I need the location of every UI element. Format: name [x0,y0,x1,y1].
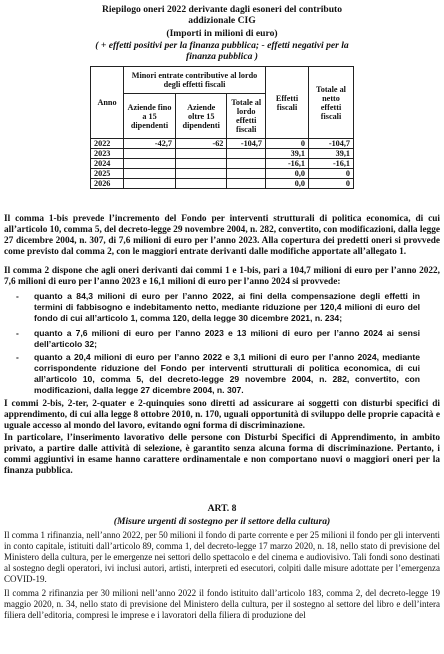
cell-effetti: 39,1 [266,149,309,159]
cell-fino [124,159,176,169]
cell-lordo: -104,7 [227,139,266,149]
header-effetti-fiscali: Effetti fiscali [266,67,309,139]
cell-netto: 39,1 [309,149,354,159]
cell-netto: -16,1 [309,159,354,169]
cell-anno: 2024 [91,159,124,169]
article-title: ART. 8 [207,503,237,514]
paragraph-comma-2: Il comma 2 dispone che agli oneri derivanti dai commi 1 e 1-bis, pari a 104,7 milioni di euro per l’anno 2022, 7,6 milioni di euro per l’anno 2023 e 16,1 milioni di euro per l’anno 2024 si provvede: [4,266,440,287]
paragraph-commi-2bis: I commi 2-bis, 2-ter, 2-quater e 2-quinquies sono diretti ad assicurare ai soggetti con disturbi specifici di apprendimento, di cui alla legge 8 ottobre 2010, n. 170, uguali opportunità di sviluppo delle proprie capacità e uguale accesso al mondo del lavoro, evitando ogni forma di discriminazione. [4,399,440,431]
cell-anno: 2026 [91,179,124,189]
table-row [91,159,354,169]
cell-anno: 2022 [91,139,124,149]
table-row [91,149,354,159]
header-totale-lordo: Totale al lordo effetti fiscali [227,94,266,139]
article-subtitle: (Misure urgenti di sostegno per il settore della cultura) [113,516,331,527]
table-row [91,169,354,179]
paragraph-comma-1bis: Il comma 1-bis prevede l’incremento del Fondo per interventi strutturali di politica economica, di cui all’articolo 10, comma 5, del decreto-legge 29 novembre 2004, n. 282, convertito, con modificazioni, dalla legge 27 dicembre 2004, n. 307, di 7,6 milioni di euro per l’anno 2023. Alla copertura dei predetti oneri si provvede come previsto dal comma 2, con le maggiori entrate derivanti dalle modifiche apportate all’allegato 1. [4,214,441,257]
list-item-1 [16,291,420,324]
list-item-text: quanto a 7,6 milioni di euro per l’anno 2023 e 13 milioni di euro per l’anno 2024 ai sensi dell’articolo 32; [34,328,420,349]
paragraph-comma-2-cultura: Il comma 2 rifinanzia per 30 milioni nell’anno 2022 il fondo istituito dall’articolo 183, comma 2, del decreto-legge 19 maggio 2020, n. 34, nello stato di previsione del Ministero della cultura, per il sostegno al settore del libro e dell’intera filiera dell’editoria, compresi le imprese e i lavoratori della filiera di produzione del [4,588,440,620]
paragraph-comma-1: Il comma 1 rifinanzia, nell’anno 2022, per 50 milioni il fondo di parte corrente e per 25 milioni il fondo per gli interventi in conto capitale, istituiti dall’articolo 89, comma 1, del decreto-legge 17 marzo 2020, n. 18, nello stato di previsione del Ministero della cultura, per le emergenze nei settori dello spettacolo e del cinema e audiovisivo. Tali fondi sono destinati al sostegno degli operatori, ivi inclusi autori, artisti, interpreti ed esecutori, colpiti dalle misure adottate per l’emergenza COVID-19. [4,530,440,584]
effects-legend-line2: finanza pubblica ) [186,51,258,62]
cell-netto: 0 [309,169,354,179]
cell-oltre [175,169,226,179]
list-item-text: quanto a 20,4 milioni di euro per l’anno 2022 e 3,1 milioni di euro per l’anno 2024, mediante corrispondente riduzione del Fondo per interventi strutturali di politica economica, di cui all’articolo 10, comma 5, del decreto-legge 29 novembre 2004, n. 282, convertito, con modificazioni, dalla legge 27 dicembre 2004, n. 307. [34,352,420,395]
cell-oltre: -62 [175,139,226,149]
list-item-2 [16,328,420,350]
cell-fino [124,149,176,159]
header-totale-netto: Totale al netto effetti fiscali [309,67,354,139]
cell-anno: 2025 [91,169,124,179]
header-aziende-oltre-15: Aziende oltre 15 dipendenti [175,94,226,139]
header-anno: Anno [91,67,124,139]
dash-bullet: - [16,291,19,301]
cell-effetti: 0,0 [266,179,309,189]
cell-oltre [175,149,226,159]
table-row [91,139,354,149]
dash-bullet: - [16,352,19,362]
paragraph-in-particolare: In particolare, l’inserimento lavorativo delle persone con Disturbi Specifici di Apprendimento, in ambito privato, a partire dalle attività di selezione, è garantito senza alcuna forma di discriminazione. Pertanto, i commi aggiuntivi in esame hanno carattere ordinamentale e non comportano nuovi o maggiori oneri per la finanza pubblica. [4,433,440,476]
cell-netto: 0 [309,179,354,189]
cell-effetti: 0 [266,139,309,149]
cell-lordo [227,169,266,179]
cell-lordo [227,149,266,159]
header-aziende-fino-15: Aziende fino a 15 dipendenti [124,94,176,139]
cell-fino: -42,7 [124,139,176,149]
cell-oltre [175,179,226,189]
effects-legend-line1: ( + effetti positivi per la finanza pubblica; - effetti negativi per la [95,40,349,51]
cell-effetti: -16,1 [266,159,309,169]
oneri-table [90,66,354,189]
cell-lordo [227,179,266,189]
table-units: (Importi in milioni di euro) [166,28,278,39]
cell-oltre [175,159,226,169]
table-title-line2: addizionale CIG [188,15,256,26]
list-item-3 [16,352,420,396]
dash-bullet: - [16,328,19,338]
cell-fino [124,179,176,189]
list-item-text: quanto a 84,3 milioni di euro per l’anno 2022, ai fini della compensazione degli effetti in termini di fabbisogno e indebitamento netto, mediante riduzione per 120,4 milioni di euro del fondo di cui all’articolo 1, comma 120, della legge 30 dicembre 2021, n. 234; [34,291,420,323]
cell-anno: 2023 [91,149,124,159]
table-title-line1: Riepilogo oneri 2022 derivante dagli esoneri del contributo [101,4,343,15]
table-row [91,179,354,189]
header-minori-entrate: Minori entrate contributive al lordo degli effetti fiscali [124,67,266,94]
cell-fino [124,169,176,179]
cell-netto: -104,7 [309,139,354,149]
effects-legend [40,40,404,62]
cell-effetti: 0,0 [266,169,309,179]
cell-lordo [227,159,266,169]
table-title [40,4,404,26]
